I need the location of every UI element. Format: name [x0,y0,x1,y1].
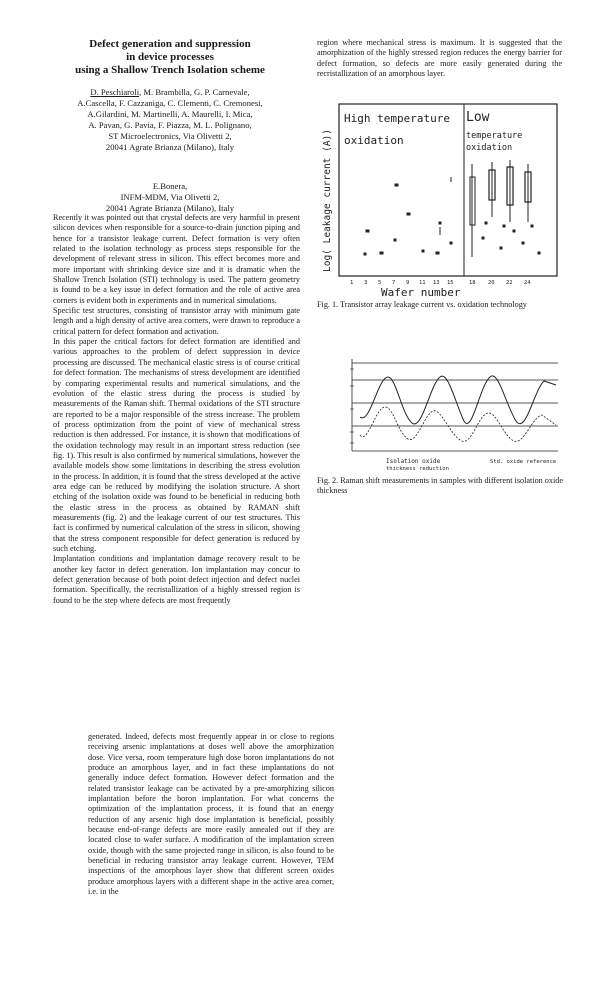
fig1-tick-13: 13 [433,280,440,286]
fig2-legend-right: Std. oxide reference [490,459,557,465]
author-line-3: A.Gilardini, M. Martinelli, A. Maurelli, I. Mica, [87,109,253,119]
fig1-tick-18: 18 [469,280,476,286]
fig1-label-low-2: temperature [466,131,523,141]
fig1-label-high-2: oxidation [344,134,404,147]
body-left-column [53,213,300,606]
fig2-std-oxide-curve [360,376,556,424]
fig1-tick-3: 3 [364,280,368,286]
fig1-label-low-1: Low [466,110,490,125]
title-line-3: using a Shallow Trench Isolation scheme [75,64,265,76]
affiliation-1-line-1: ST Microelectronics, Via Olivetti 2, [108,131,232,141]
paragraph-3: In this paper the critical factors for defect formation are identified and various approaches to the problem of defect suppression in device processing are discussed. The mechanical elastic stress is of course critical for defect formation. The mechanisms of stress development are identified by comparing experimental results and numerical simulations, and the evolution of the elastic stress during the process is studied by measurements of the Raman shift. Thermal oxidations of the STI structure are reported to be a major responsible of the stress increase. The problem of process optimization from the point of view of mechanical stress reduction is then addressed. For instance, it is shown that modifications of the oxidation technology may result in an important stress reduction (see fig. 1). This result is also confirmed by numerical simulations, however the available models show some limitations in describing the stress evolution in the process. In addition, it is found that the stress developed at the active area edge can be reduced by modifying the isolation structure. A short etching of the isolation oxide was found to be beneficial in reducing both the elastic stress in the process as obtained by RAMAN shift measurements (fig. 2) and the leakage current of our test structures. This fact is confirmed by numerical calculation of the stress in silicon, showing that the stress component responsible for defect generation is reduced by such etching. [53,337,300,553]
paper-title [50,38,290,77]
paragraph-2: Specific test structures, consisting of transistor array with minimum gate length and a high density of active area corners, were drawn to reproduce a critical pattern for defect formation and activation. [53,306,300,336]
second-author-block [50,181,290,214]
fig1-tick-7: 7 [392,280,396,286]
figure-1-caption: Fig. 1. Transistor array leakage current vs. oxidation technology [317,300,527,309]
second-author: E.Bonera, [152,181,188,191]
fig1-tick-1: 1 [350,280,354,286]
fig2-legend-left-2: thickness reduction [386,466,449,472]
figure-2-raman-plot [330,355,560,473]
fig1-tick-11: 11 [419,280,426,286]
paragraph-4: Implantation conditions and implantation damage recovery result to be another key factor in defect generation. Ion implantation may concur to defect generation because of both point defect injection and defect nuclei formation. Specifically, the recristallization of a highly stressed region is found to be the step where defects are most frequently [53,554,300,605]
author-block [50,87,290,153]
fig1-frame [339,104,557,276]
fig1-tick-22: 22 [506,280,513,286]
title-line-1: Defect generation and suppression [89,38,251,50]
affiliation-1-line-2: 20041 Agrate Brianza (Milano), Italy [105,142,235,152]
fig1-xlabel: Wafer number [381,286,461,297]
affiliation-2-line-1: INFM-MDM, Via Olivetti 2, [120,192,220,202]
author-line-1-rest: , M. Brambilla, G. P. Carnevale, [139,87,250,97]
fig1-tick-5: 5 [378,280,382,286]
fig2-reduced-oxide-curve [360,407,556,441]
body-right-column: region where mechanical stress is maximum. It is suggested that the amorphization of the highly stressed region reduces the energy barrier for defect formation, so defects are more easily generated during the recristallization of an amorphous layer. [317,38,562,78]
paragraph-1: Recently it was pointed out that crystal defects are very harmful in present silicon devices when responsible for a source-to-drain junction piping and hence for a transistor leakage current. Defect formation is very often related to the isolation technology as process steps responsible for the development of relevant stress in silicon. This effect becomes more and more important with shrinking device size and it is dramatic when the Shallow Trench Isolation (STI) technology is used. The pattern geometry is found to be a key issue in defect formation and the role of active area corners is evident both in experiments and in numerical simulations. [53,213,300,305]
fig1-tick-24: 24 [524,280,531,286]
first-author: D. Peschiaroli [90,87,140,97]
fig1-data-points [364,160,540,257]
author-line-1 [50,87,290,98]
title-line-2: in device processes [126,51,214,63]
body-continuation: generated. Indeed, defects most frequently appear in or close to regions receiving arsenic implantations at doses well above the amorphization dose. Vice versa, room temperature high dose boron implantations do not produce an amorphous layer, and in fact these implantations do not generally induce defect formation. However defect formation and the related transistor leakage can be activated by a pre-amorphizing silicon implantation before the boron implantation. For what concerns the optimization of the implantation process, it is found that an energy reduction of any arsenic high dose implantation is beneficial, possibly because end-of-range defects are more easily annealed out if they are located close to wafer surface. A modification of the implantation screen oxide, though with the same projected range in silicon, is also found to be beneficial in reducing transistor array leakage current. However, TEM inspections of the amorphous layer show that different screen oxides produce amorphous layers with a different shape in the active area corner, i.e. in the [88,732,334,897]
author-line-4: A. Pavan, G. Pavia, F. Piazza, M. L. Polignano, [88,120,252,130]
fig1-ylabel: Log( Leakage current (A)) [322,129,333,272]
fig1-tick-20: 20 [488,280,495,286]
affiliation-2-line-2: 20041 Agrate Brianza (Milano), Italy [105,203,235,213]
fig1-label-high-1: High temperature [344,112,450,125]
author-line-2: A.Cascella, F. Cazzaniga, C. Clementi, C. Cremonesi, [77,98,263,108]
figure-2-caption: Fig. 2. Raman shift measurements in samples with different isolation oxide thickness [317,476,563,496]
fig1-label-low-3: oxidation [466,143,513,153]
fig2-legend-left-1: Isolation oxide [386,458,441,465]
fig1-tick-9: 9 [406,280,410,286]
figure-1-leakage-plot [317,102,561,297]
fig1-tick-15: 15 [447,280,454,286]
